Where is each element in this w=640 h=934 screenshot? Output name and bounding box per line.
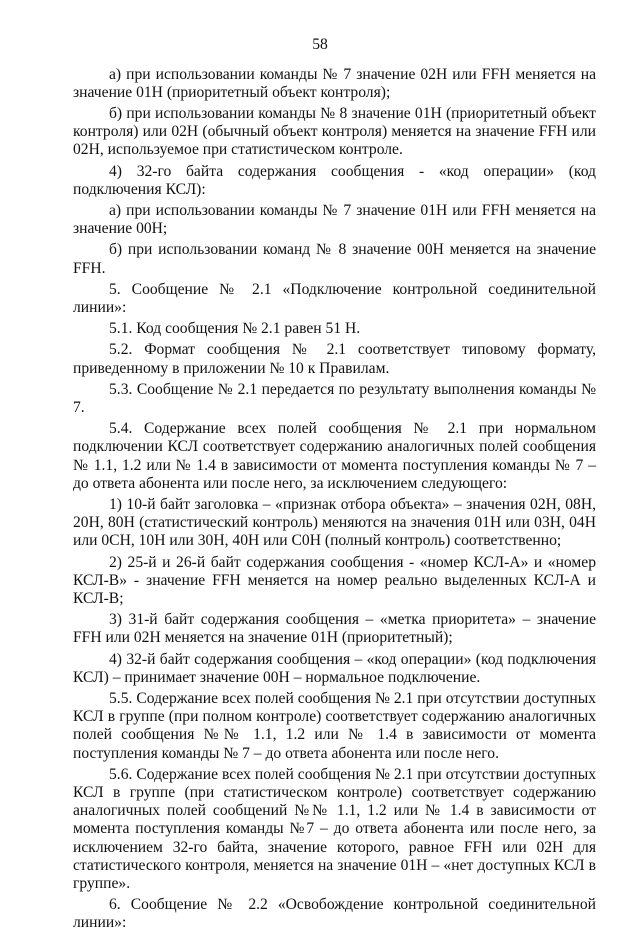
paragraph: 6. Сообщение № 2.2 «Освобождение контрольной соединительной линии»:	[73, 896, 596, 932]
body-text	[73, 64, 596, 934]
paragraph: а) при использовании команды № 7 значение 02Н или FFH меняется на значение 01Н (приоритетный объект контроля);	[73, 65, 596, 101]
paragraph: 3) 31-й байт содержания сообщения – «метка приоритета» – значение FFH или 02Н меняется на значение 01Н (приоритетный);	[73, 611, 596, 647]
paragraph: б) при использовании команды № 8 значение 01Н (приоритетный объект контроля) или 02Н (обычный объект контроля) меняется на значение FFH или 02Н, используемое при статистическом контроле.	[73, 104, 596, 159]
paragraph: а) при использовании команды № 7 значение 01Н или FFH меняется на значение 00Н;	[73, 201, 596, 238]
paragraph: 5.3. Сообщение № 2.1 передается по результату выполнения команды № 7.	[73, 380, 596, 416]
paragraph: 4) 32-й байт содержания сообщения – «код операции» (код подключения КСЛ) – принимает значение 00Н – нормальное подключение.	[73, 650, 596, 686]
paragraph: 5.4. Содержание всех полей сообщения № 2.1 при нормальном подключении КСЛ соответствует содержанию аналогичных полей сообщения № 1.1, 1.2 или № 1.4 в зависимости от момента поступления команды № 7 – до ответа абонента или после него, за исключением следующего:	[73, 420, 596, 492]
paragraph: 5.5. Содержание всех полей сообщения № 2.1 при отсутствии доступных КСЛ в группе (при полном контроле) соответствует содержанию аналогичных полей сообщения №№ 1.1, 1.2 или № 1.4 в зависимости от момента поступления команды № 7 – до ответа абонента или после него.	[73, 690, 596, 762]
paragraph: 4) 32-го байта содержания сообщения - «код операции» (код подключения КСЛ):	[73, 162, 596, 198]
paragraph: 5.1. Код сообщения № 2.1 равен 51 Н.	[109, 320, 361, 338]
paragraph: 1) 10-й байт заголовка – «признак отбора объекта» – значения 02Н, 08Н, 20Н, 80Н (статистический контроль) меняются на значения 01Н или 03Н, 04Н или 0СН, 10Н или 30Н, 40Н или С0Н (полный контроль) соответственно;	[73, 495, 596, 550]
paragraph: 5.6. Содержание всех полей сообщения № 2.1 при отсутствии доступных КСЛ в группе (при статистическом контроле) соответствует содержанию аналогичных полей сообщений №№ 1.1, 1.2 или № 1.4 в зависимости от момента поступления команды №7 – до ответа абонента или после него, за исключением 32-го байта, значение которого, равное FFH или 02Н для статистического контроля, меняется на значение 01Н – «нет доступных КСЛ в группе».	[73, 765, 596, 893]
paragraph: 2) 25-й и 26-й байт содержания сообщения - «номер КСЛ-А» и «номер КСЛ-В» - значение FFH меняется на номер реально выделенных КСЛ-А и КСЛ-В;	[73, 553, 596, 607]
paragraph: 5.2. Формат сообщения № 2.1 соответствует типовому формату, приведенному в приложении № 10 к Правилам.	[73, 341, 596, 377]
paragraph: б) при использовании команд № 8 значение 00Н меняется на значение FFH.	[73, 241, 596, 277]
page-number: 58	[312, 36, 328, 53]
paragraph: 5. Сообщение № 2.1 «Подключение контрольной соединительной линии»:	[73, 280, 596, 316]
